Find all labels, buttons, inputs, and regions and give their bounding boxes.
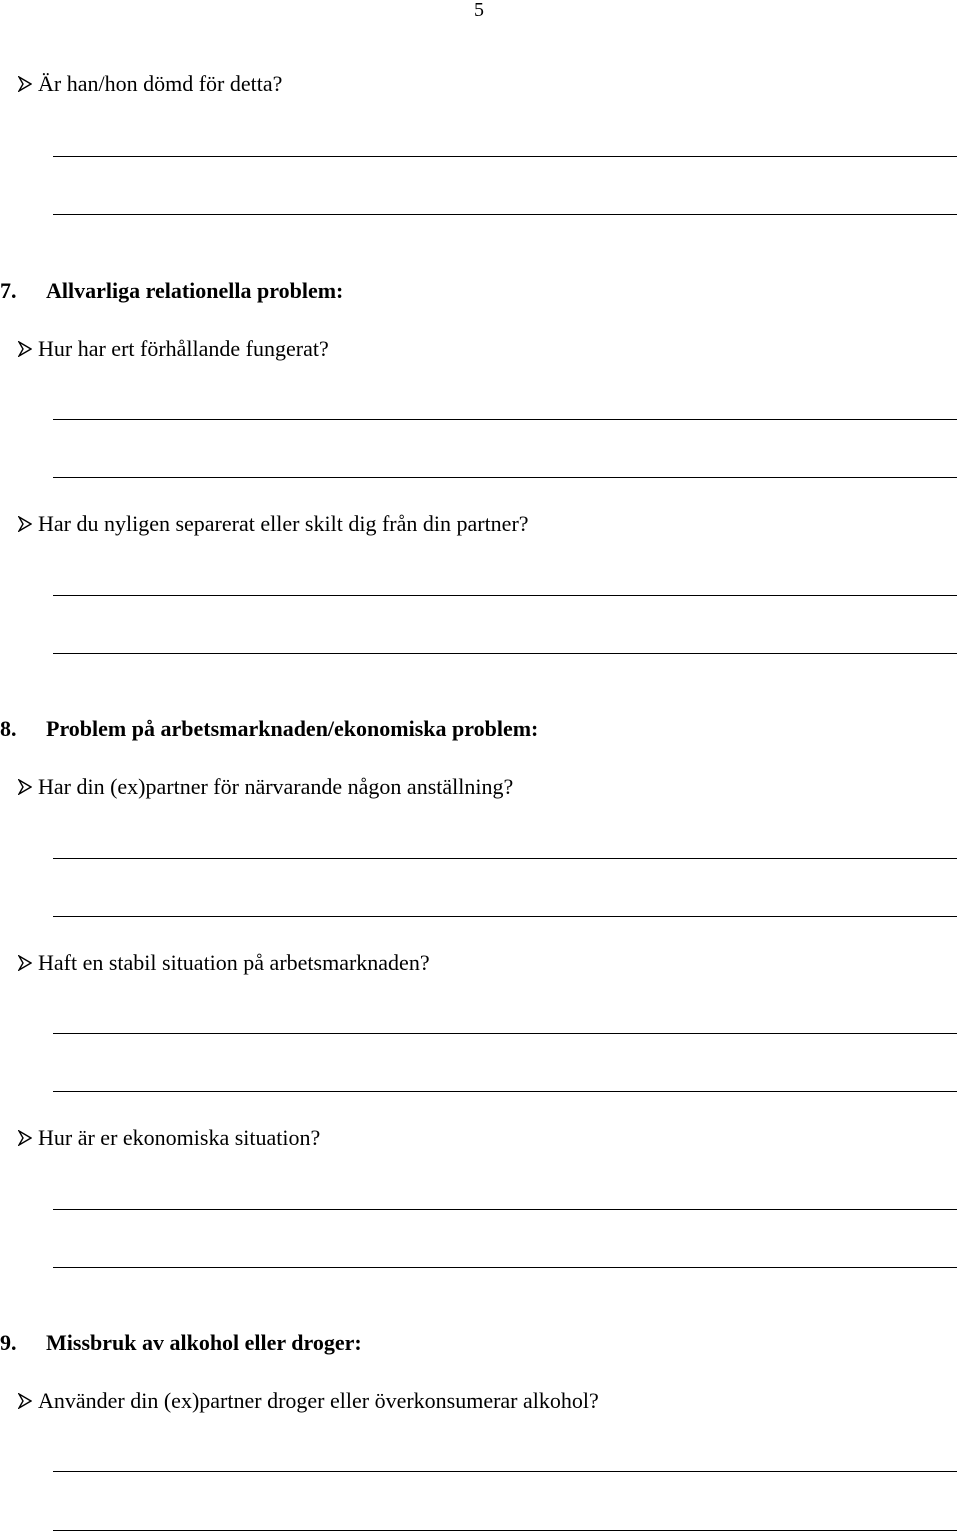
- section-heading-8: [0, 715, 538, 743]
- section-number: 9.: [0, 1330, 17, 1355]
- question-6: [18, 1124, 320, 1152]
- answer-line[interactable]: [53, 1091, 957, 1092]
- section-title: Problem på arbetsmarknaden/ekonomiska problem:: [46, 716, 539, 741]
- section-heading-7: [0, 277, 343, 305]
- question-1: [18, 70, 282, 98]
- question-text: Använder din (ex)partner droger eller överkonsumerar alkohol?: [38, 1388, 599, 1413]
- section-title: Allvarliga relationella problem:: [46, 278, 344, 303]
- question-7: [18, 1387, 599, 1415]
- arrow-bullet-icon: [18, 779, 32, 795]
- question-text: Hur är er ekonomiska situation?: [38, 1125, 321, 1150]
- question-text: Haft en stabil situation på arbetsmarknaden?: [38, 950, 430, 975]
- answer-line[interactable]: [53, 477, 957, 478]
- question-text: Har du nyligen separerat eller skilt dig från din partner?: [38, 511, 529, 536]
- question-text: Hur har ert förhållande fungerat?: [38, 336, 329, 361]
- answer-line[interactable]: [53, 653, 957, 654]
- section-title: Missbruk av alkohol eller droger:: [46, 1330, 362, 1355]
- answer-line[interactable]: [53, 1471, 957, 1472]
- question-4: [18, 773, 513, 801]
- answer-line[interactable]: [53, 1530, 957, 1531]
- arrow-bullet-icon: [18, 1130, 32, 1146]
- answer-line[interactable]: [53, 1267, 957, 1268]
- answer-line[interactable]: [53, 419, 957, 420]
- section-heading-9: [0, 1329, 362, 1357]
- answer-line[interactable]: [53, 595, 957, 596]
- question-3: [18, 510, 529, 538]
- arrow-bullet-icon: [18, 516, 32, 532]
- answer-line[interactable]: [53, 156, 957, 157]
- answer-line[interactable]: [53, 916, 957, 917]
- question-text: Är han/hon dömd för detta?: [38, 71, 283, 96]
- question-text: Har din (ex)partner för närvarande någon anställning?: [38, 774, 514, 799]
- section-number: 7.: [0, 278, 17, 303]
- answer-line[interactable]: [53, 858, 957, 859]
- answer-line[interactable]: [53, 1033, 957, 1034]
- section-number: 8.: [0, 716, 17, 741]
- arrow-bullet-icon: [18, 955, 32, 971]
- arrow-bullet-icon: [18, 1393, 32, 1409]
- arrow-bullet-icon: [18, 76, 32, 92]
- answer-line[interactable]: [53, 214, 957, 215]
- question-2: [18, 335, 329, 363]
- question-5: [18, 949, 430, 977]
- arrow-bullet-icon: [18, 341, 32, 357]
- answer-line[interactable]: [53, 1209, 957, 1210]
- page-number: 5: [474, 0, 484, 21]
